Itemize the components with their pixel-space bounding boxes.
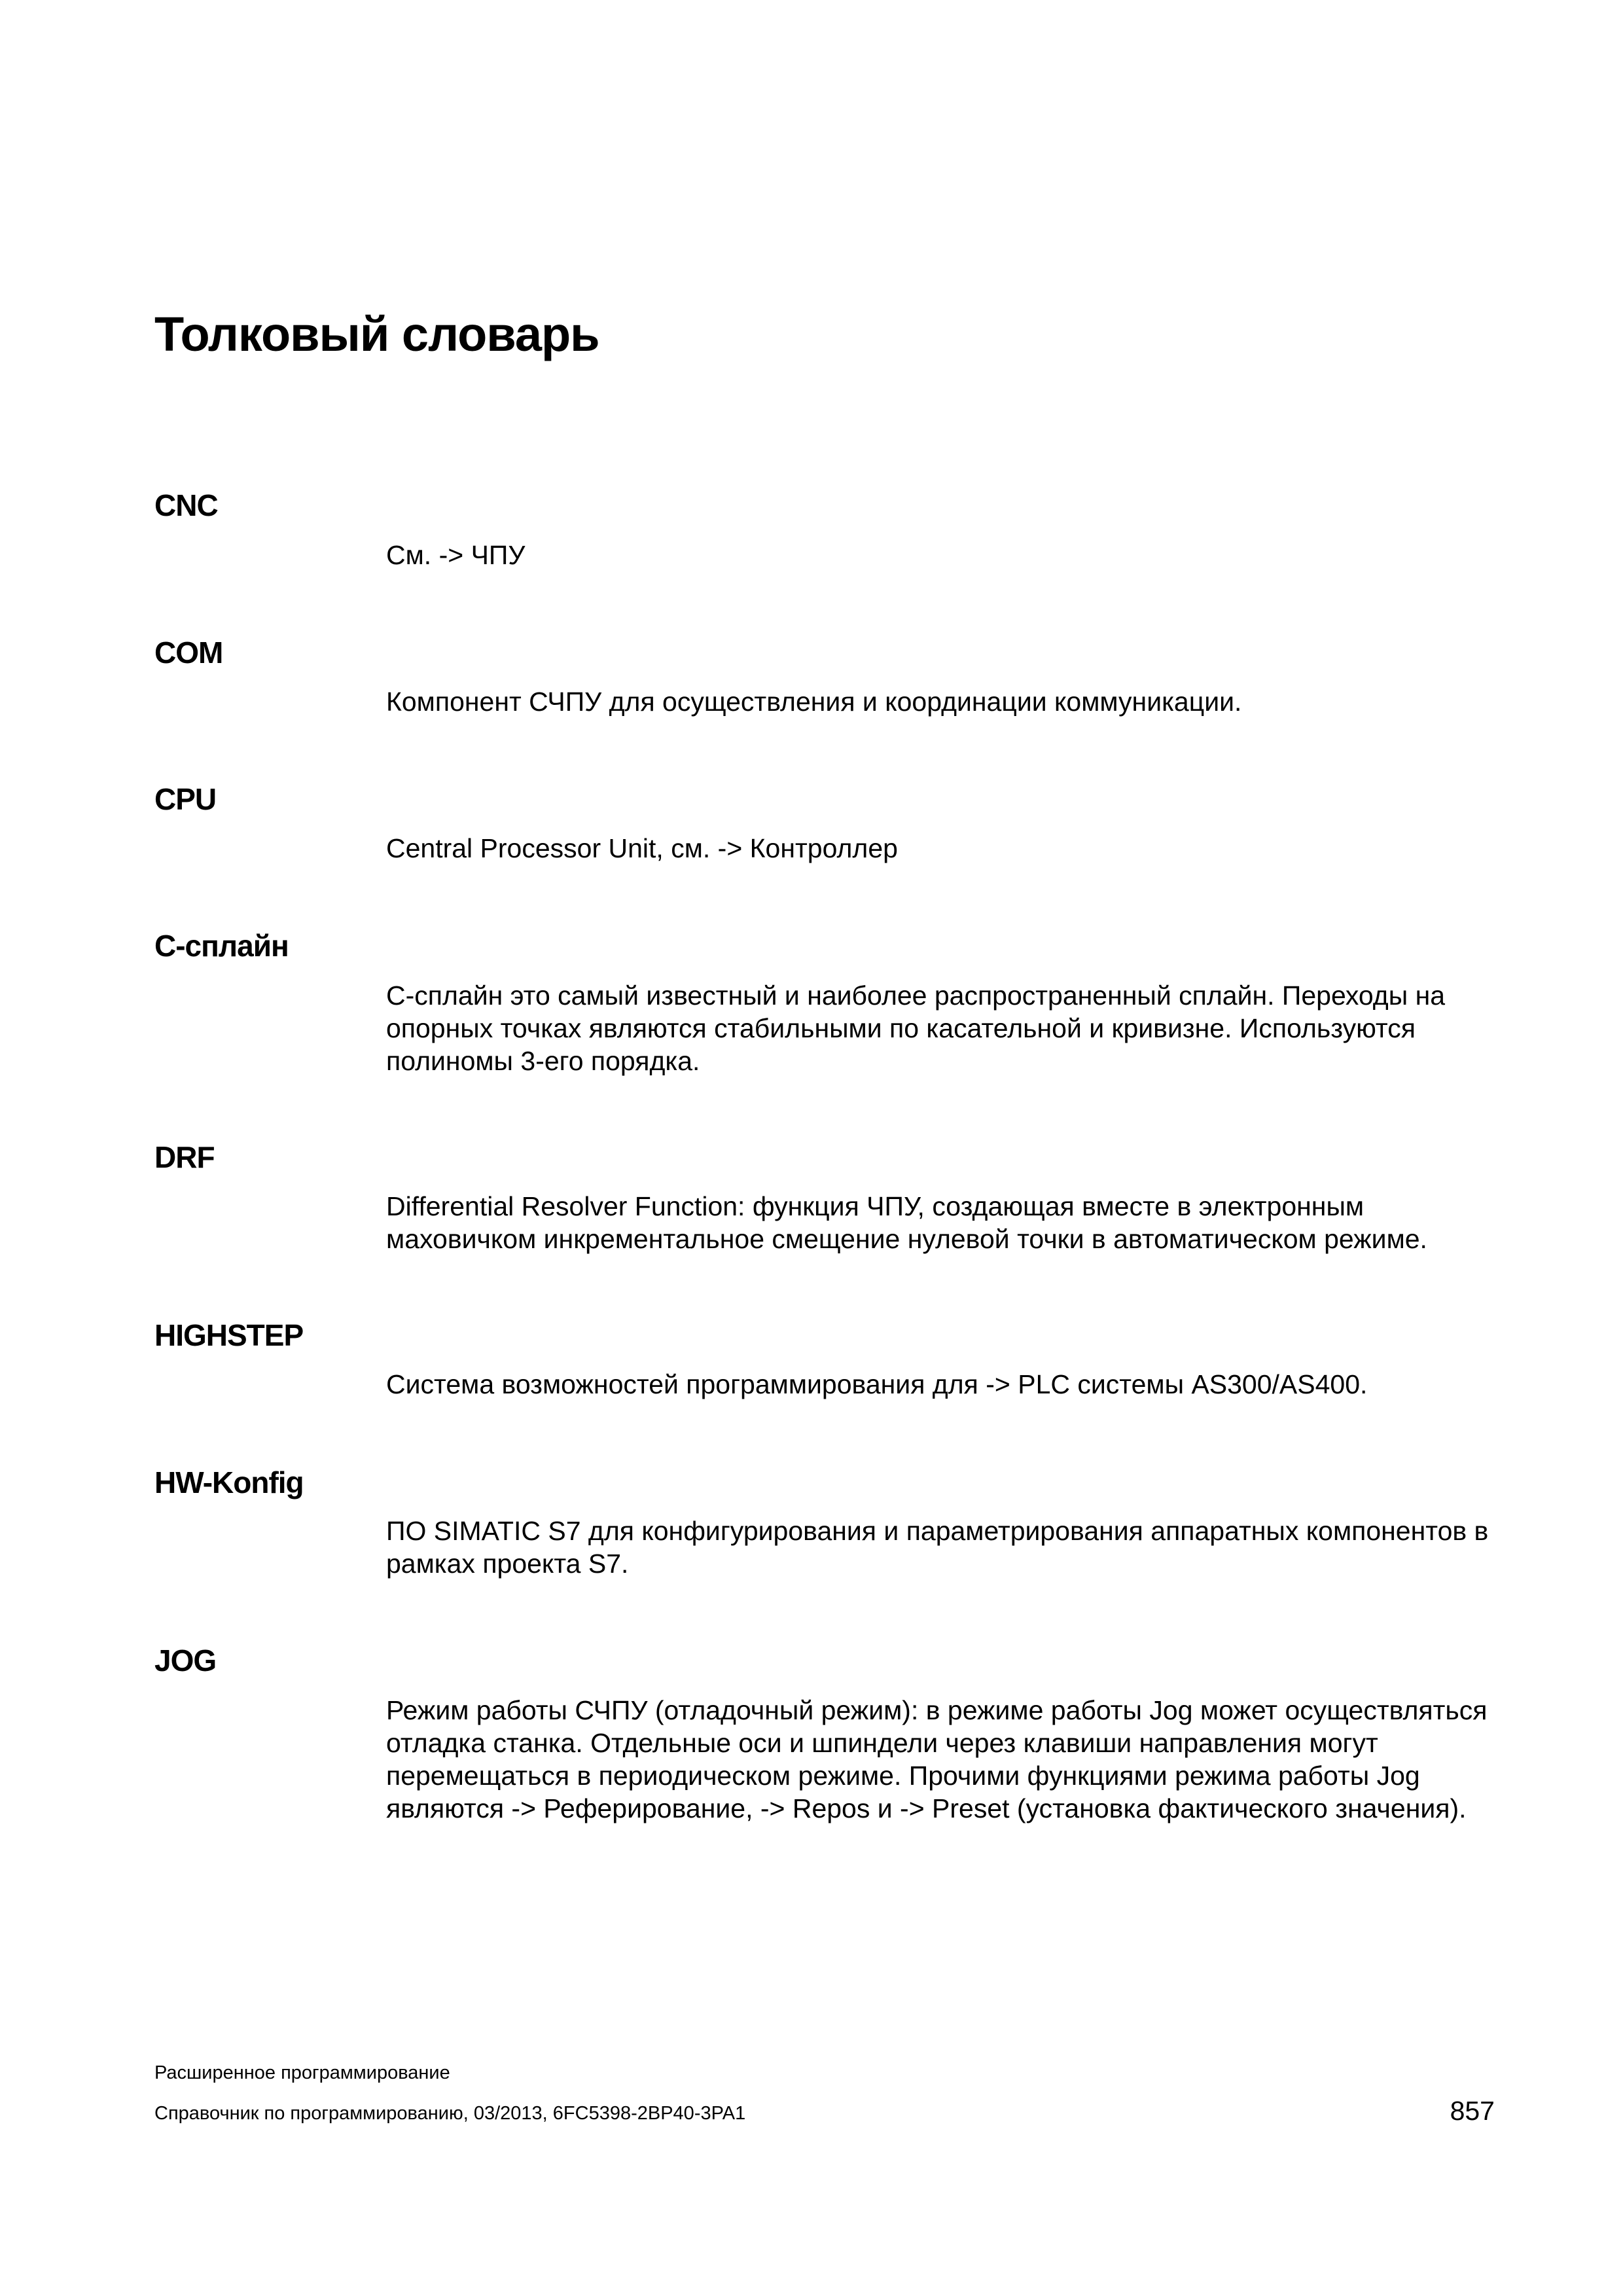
footer-document-info: Справочник по программированию, 03/2013, 6FC5398-2BP40-3PA1 (154, 2103, 746, 2124)
glossary-term-jog: JOG (154, 1643, 217, 1677)
glossary-term-hw-konfig: HW-Konfig (154, 1465, 304, 1499)
glossary-definition-jog: Режим работы СЧПУ (отладочный режим): в режиме работы Jog может осуществляться отладка станка. Отдельные оси и шпиндели через клавиши направления могут перемещаться в периодическом режиме. Прочими функциями режима работы Jog являются -> Реферирование, -> Repos и -> Preset (установка фактического значения). (386, 1695, 1488, 1823)
footer-document-title: Расширенное программирование (154, 2062, 450, 2083)
glossary-definition-cpu: Central Processor Unit, см. -> Контроллер (386, 833, 898, 863)
glossary-definition-cnc: См. -> ЧПУ (386, 540, 526, 570)
page-title: Толковый словарь (154, 307, 599, 361)
glossary-term-cnc: CNC (154, 488, 218, 522)
glossary-definition-c-spline: C-сплайн это самый известный и наиболее распространенный сплайн. Переходы на опорных точках являются стабильными по касательной и кривизне. Используются полиномы 3-его порядка. (386, 980, 1446, 1076)
glossary-term-com: COM (154, 636, 223, 670)
glossary-definition-com: Компонент СЧПУ для осуществления и координации коммуникации. (386, 687, 1242, 717)
glossary-term-cpu: CPU (154, 782, 217, 816)
glossary-definition-highstep: Система возможностей программирования для -> PLC системы AS300/AS400. (386, 1369, 1368, 1399)
glossary-term-highstep: HIGHSTEP (154, 1318, 304, 1352)
glossary-term-c-spline: C-сплайн (154, 929, 289, 963)
page-number: 857 (1450, 2096, 1495, 2126)
glossary-definition-drf: Differential Resolver Function: функция ЧПУ, создающая вместе в электронным маховичком инкрементальное смещение нулевой точки в автоматическом режиме. (386, 1191, 1427, 1254)
glossary-definition-hw-konfig: ПО SIMATIC S7 для конфигурирования и параметрирования аппаратных компонентов в рамках проекта S7. (386, 1516, 1489, 1579)
glossary-term-drf: DRF (154, 1140, 215, 1174)
